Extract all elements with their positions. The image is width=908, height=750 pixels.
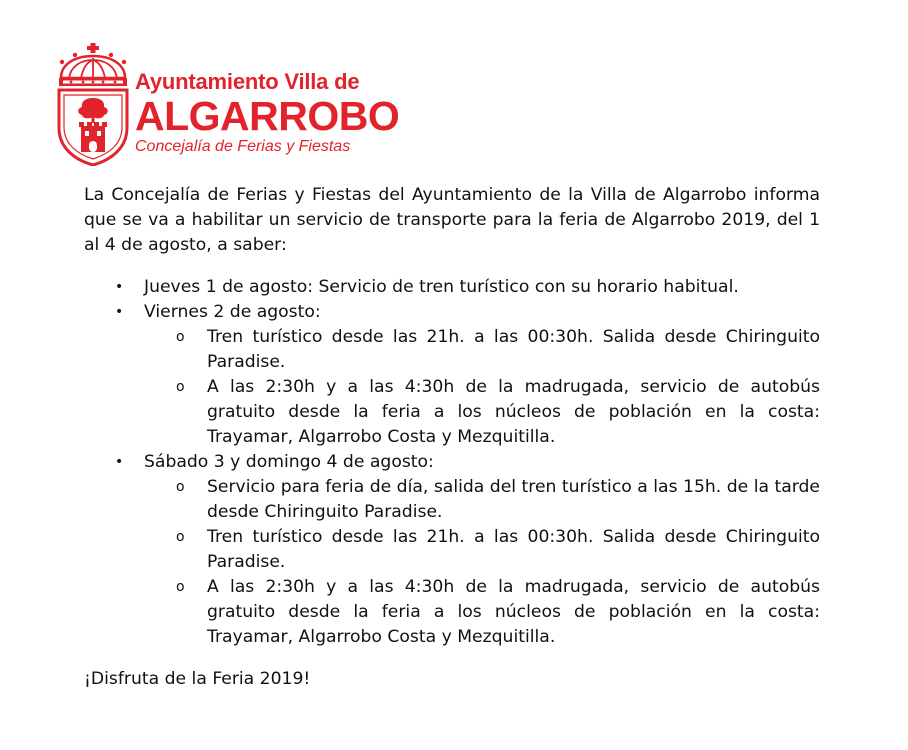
department-name: Concejalía de Ferias y Fiestas — [135, 138, 351, 155]
sub-list-item — [84, 525, 820, 575]
sub-list-item-text: Tren turístico desde las 21h. a las 00:30h. Salida desde Chiringuito Paradise. — [207, 527, 820, 572]
sub-list-item — [84, 375, 820, 450]
circle-bullet-icon: o — [176, 329, 185, 345]
circle-bullet-icon: o — [176, 529, 185, 545]
town-name: ALGARROBO — [135, 93, 400, 139]
org-title-line: Ayuntamiento Villa de — [135, 69, 360, 94]
list-item-label: Jueves 1 de agosto: Servicio de tren turístico con su horario habitual. — [144, 277, 739, 297]
sub-list-item-text: A las 2:30h y a las 4:30h de la madrugada, servicio de autobús gratuito desde la feria a los núcleos de población en la costa: Trayamar, Algarrobo Costa y Mezquitilla. — [207, 377, 820, 447]
sub-list — [144, 325, 820, 450]
sub-list-item-text: Tren turístico desde las 21h. a las 00:30h. Salida desde Chiringuito Paradise. — [207, 327, 820, 372]
list-item — [84, 300, 820, 450]
sub-list-item-text: A las 2:30h y a las 4:30h de la madrugada, servicio de autobús gratuito desde la feria a los núcleos de población en la costa: Trayamar, Algarrobo Costa y Mezquitilla. — [207, 577, 820, 647]
announcement-body — [84, 183, 820, 692]
sub-list-item-text: Servicio para feria de día, salida del tren turístico a las 15h. de la tarde desde Chiringuito Paradise. — [207, 477, 820, 522]
list-item — [84, 450, 820, 650]
list-item-label: Viernes 2 de agosto: — [144, 302, 321, 322]
organization-name — [135, 70, 399, 156]
coat-of-arms-icon — [55, 42, 131, 166]
closing-line: ¡Disfruta de la Feria 2019! — [84, 669, 311, 689]
list-item-label: Sábado 3 y domingo 4 de agosto: — [144, 452, 434, 472]
circle-bullet-icon: o — [176, 379, 185, 395]
bullet-icon: • — [115, 454, 124, 470]
bullet-icon: • — [115, 279, 124, 295]
circle-bullet-icon: o — [176, 479, 185, 495]
sub-list-item — [84, 475, 820, 525]
schedule-list — [84, 275, 820, 650]
circle-bullet-icon: o — [176, 579, 185, 595]
sub-list — [144, 475, 820, 650]
sub-list-item — [84, 325, 820, 375]
letterhead — [55, 42, 400, 167]
intro-paragraph: La Concejalía de Ferias y Fiestas del Ayuntamiento de la Villa de Algarrobo informa que se va a habilitar un servicio de transporte para la feria de Algarrobo 2019, del 1 al 4 de agosto, a saber: — [84, 185, 820, 255]
bullet-icon: • — [115, 304, 124, 320]
list-item — [84, 275, 820, 300]
sub-list-item — [84, 575, 820, 650]
